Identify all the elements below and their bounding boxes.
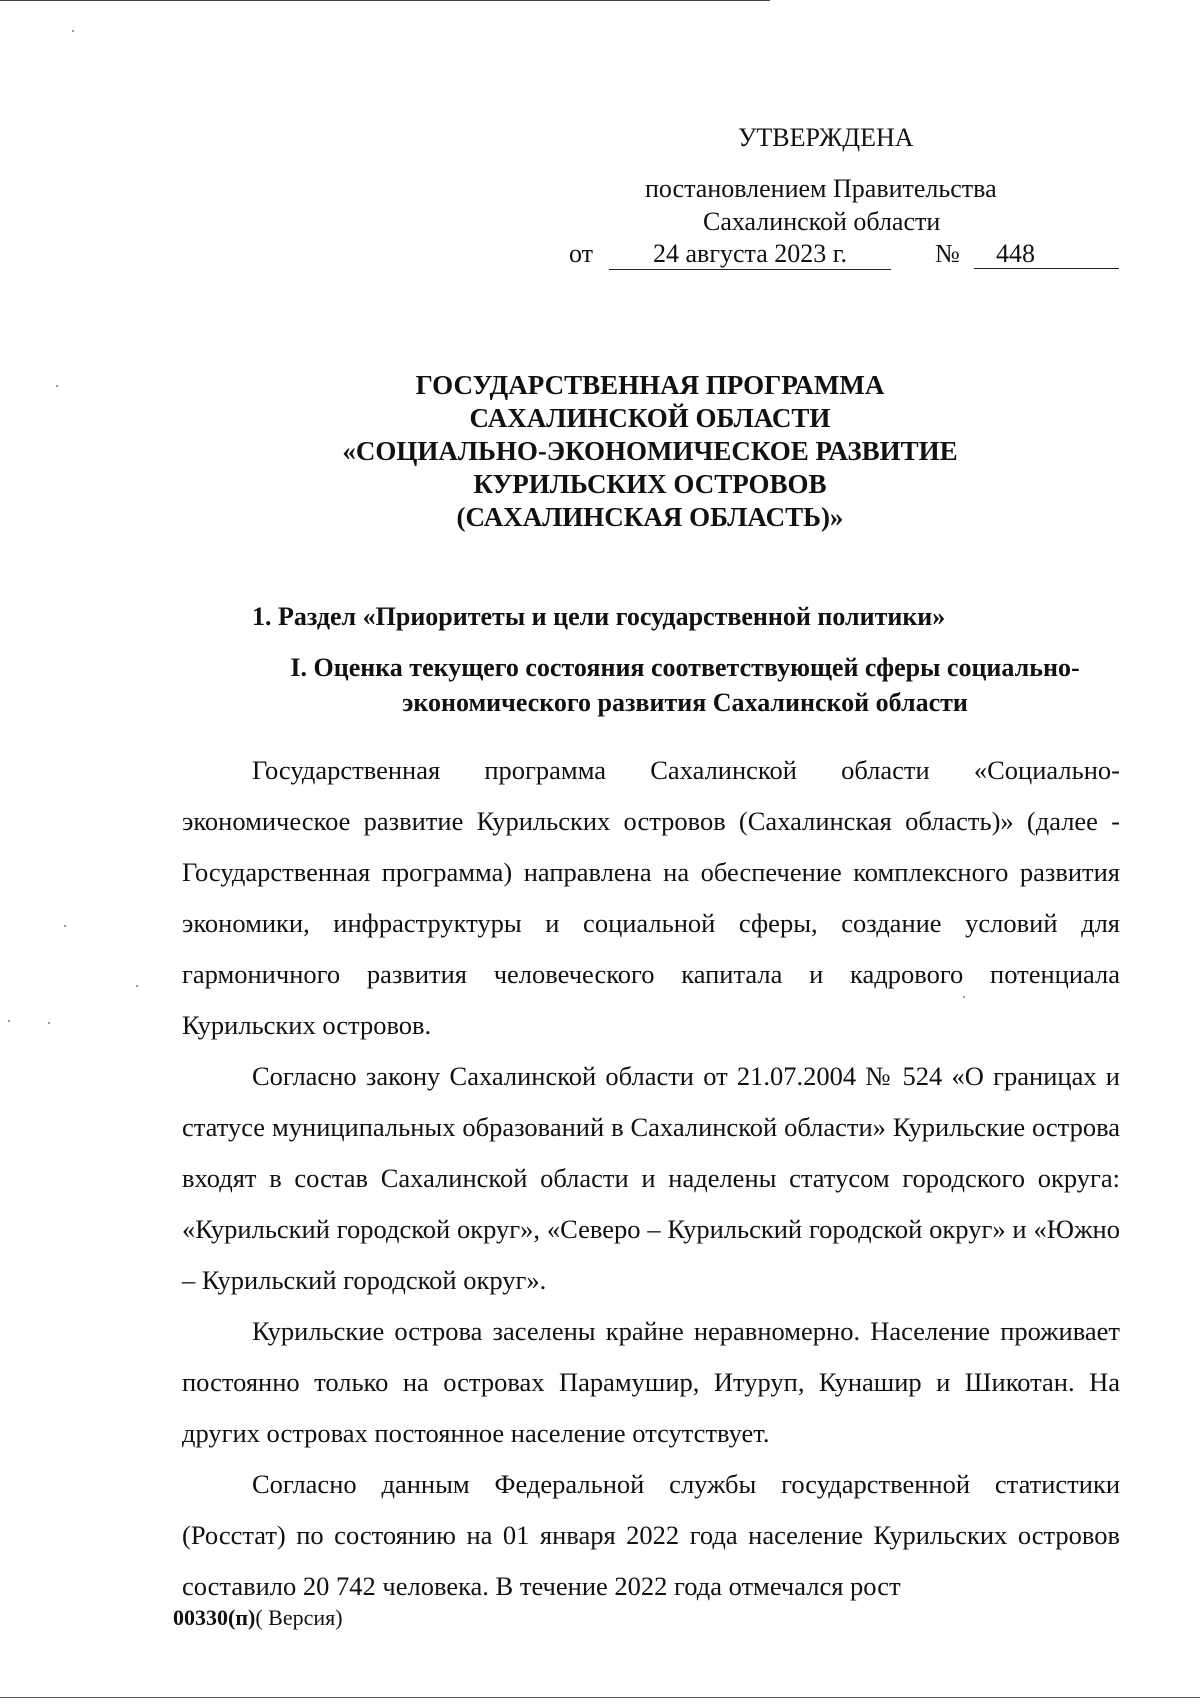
program-title-line: ГОСУДАРСТВЕННАЯ ПРОГРАММА <box>415 370 885 400</box>
approval-date-row <box>569 237 1119 271</box>
document-code: 00330(п) <box>173 1605 256 1630</box>
number-sign: № <box>935 239 960 268</box>
paragraph: Государственная программа Сахалинской области «Социально-экономическое развитие Курильских островов (Сахалинская область)» (далее - Государственная программа) направлена на обеспечение комплексного развития экономики, инфраструктуры и социальной сферы, создание условий для гармоничного развития человеческого капитала и кадрового потенциала Курильских островов. <box>182 755 1120 1040</box>
approval-date: 24 августа 2023 г. <box>609 237 891 270</box>
scan-speck <box>72 30 74 32</box>
program-title-line: (САХАЛИНСКАЯ ОБЛАСТЬ)» <box>456 502 844 532</box>
scan-edge-top <box>0 0 770 1</box>
paragraph: Согласно данным Федеральной службы государственной статистики (Росстат) по состоянию на 01 января 2022 года население Курильских островов составило 20 742 человека. В течение 2022 года отмечался рост <box>182 1469 1120 1601</box>
program-title-line: «СОЦИАЛЬНО-ЭКОНОМИЧЕСКОЕ РАЗВИТИЕ <box>342 436 958 466</box>
program-title-line: КУРИЛЬСКИХ ОСТРОВОВ <box>473 469 827 499</box>
paragraph: Согласно закону Сахалинской области от 21.07.2004 № 524 «О границах и статусе муниципальных образований в Сахалинской области» Курильские острова входят в состав Сахалинской области и наделены статусом городского округа: «Курильский городской округ», «Северо – Курильский городской округ» и «Южно – Курильский городской округ». <box>182 1061 1120 1295</box>
subsection-heading-line: экономического развития Сахалинской области <box>402 688 968 717</box>
document-footer <box>173 1604 343 1632</box>
scan-edge-bottom <box>0 1697 1200 1698</box>
document-version: ( Версия) <box>255 1605 343 1630</box>
date-prefix: от <box>569 239 594 268</box>
approval-number: 448 <box>974 237 1119 269</box>
program-title <box>150 369 1150 534</box>
subsection-heading-line: I. Оценка текущего состояния соответствующей сферы социально- <box>290 653 1080 682</box>
scan-speck <box>136 985 138 987</box>
section-heading: 1. Раздел «Приоритеты и цели государственной политики» <box>252 602 946 631</box>
scan-speck <box>8 1020 10 1022</box>
paragraph: Курильские острова заселены крайне неравномерно. Население проживает постоянно только на островах Парамушир, Итуруп, Кунашир и Шикотан. На других островах постоянное население отсутствует. <box>182 1316 1120 1448</box>
approval-resolution-line: постановлением Правительства <box>645 174 997 203</box>
scan-speck <box>64 925 66 927</box>
body-text <box>182 745 1120 1612</box>
approval-title: УТВЕРЖДЕНА <box>738 123 914 152</box>
scan-speck <box>48 1022 50 1024</box>
scan-speck <box>56 385 58 387</box>
program-title-line: САХАЛИНСКОЙ ОБЛАСТИ <box>469 403 831 433</box>
subsection-heading <box>200 650 1170 720</box>
approval-region-line: Сахалинской области <box>703 207 941 236</box>
